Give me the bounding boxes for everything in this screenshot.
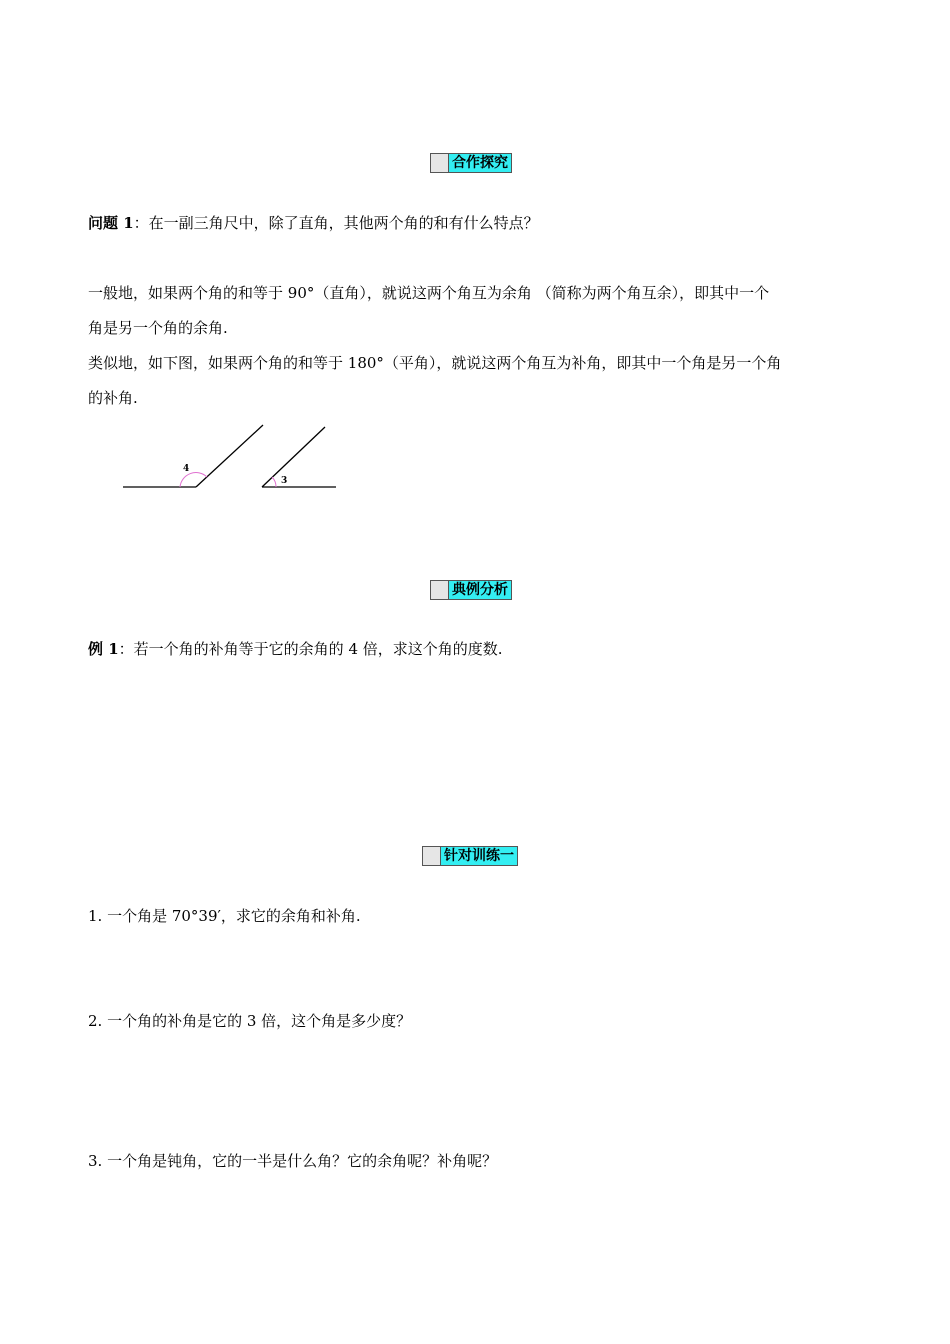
question-1 [88,206,868,240]
explanation-line-4: 的补角. [88,389,138,407]
section-title: 典例分析 [449,581,511,599]
heading-tab [431,154,449,172]
angle-3-arc [272,477,276,487]
right-angle-slanted-ray [262,427,325,487]
section-heading-practice [422,846,518,866]
example-1 [88,632,868,666]
explanation-line-2: 角是另一个角的余角. [88,319,228,337]
heading-tab [423,847,441,865]
angle-3-label: 3 [281,476,288,486]
example-1-text: ：若一个角的补角等于它的余角的 4 倍，求这个角的度数. [118,640,503,658]
explanation-line-3: 类似地，如下图，如果两个角的和等于 180°（平角），就说这两个角互为补角，即其中一个角是另一个角 [88,354,782,372]
exercise-3: 3. 一个角是钝角，它的一半是什么角？它的余角呢？补角呢？ [88,1152,498,1170]
left-angle-slanted-ray [196,425,263,487]
question-1-text: ：在一副三角尺中，除了直角，其他两个角的和有什么特点？ [133,214,539,232]
exercise-2: 2. 一个角的补角是它的 3 倍，这个角是多少度？ [88,1012,412,1030]
section-heading-example [430,580,512,600]
section-title: 针对训练一 [441,847,517,865]
section-heading-explore [430,153,512,173]
example-1-label: 例 1 [88,640,119,658]
angle-4-label: 4 [183,464,190,474]
explanation-line-1: 一般地，如果两个角的和等于 90°（直角），就说这两个角互为余角 （简称为两个角互余），即其中一个 [88,284,770,302]
heading-tab [431,581,449,599]
supplementary-angles-figure [118,420,348,500]
section-title: 合作探究 [449,154,511,172]
exercise-1: 1. 一个角是 70°39′，求它的余角和补角. [88,907,361,925]
question-1-label: 问题 1 [88,214,134,232]
